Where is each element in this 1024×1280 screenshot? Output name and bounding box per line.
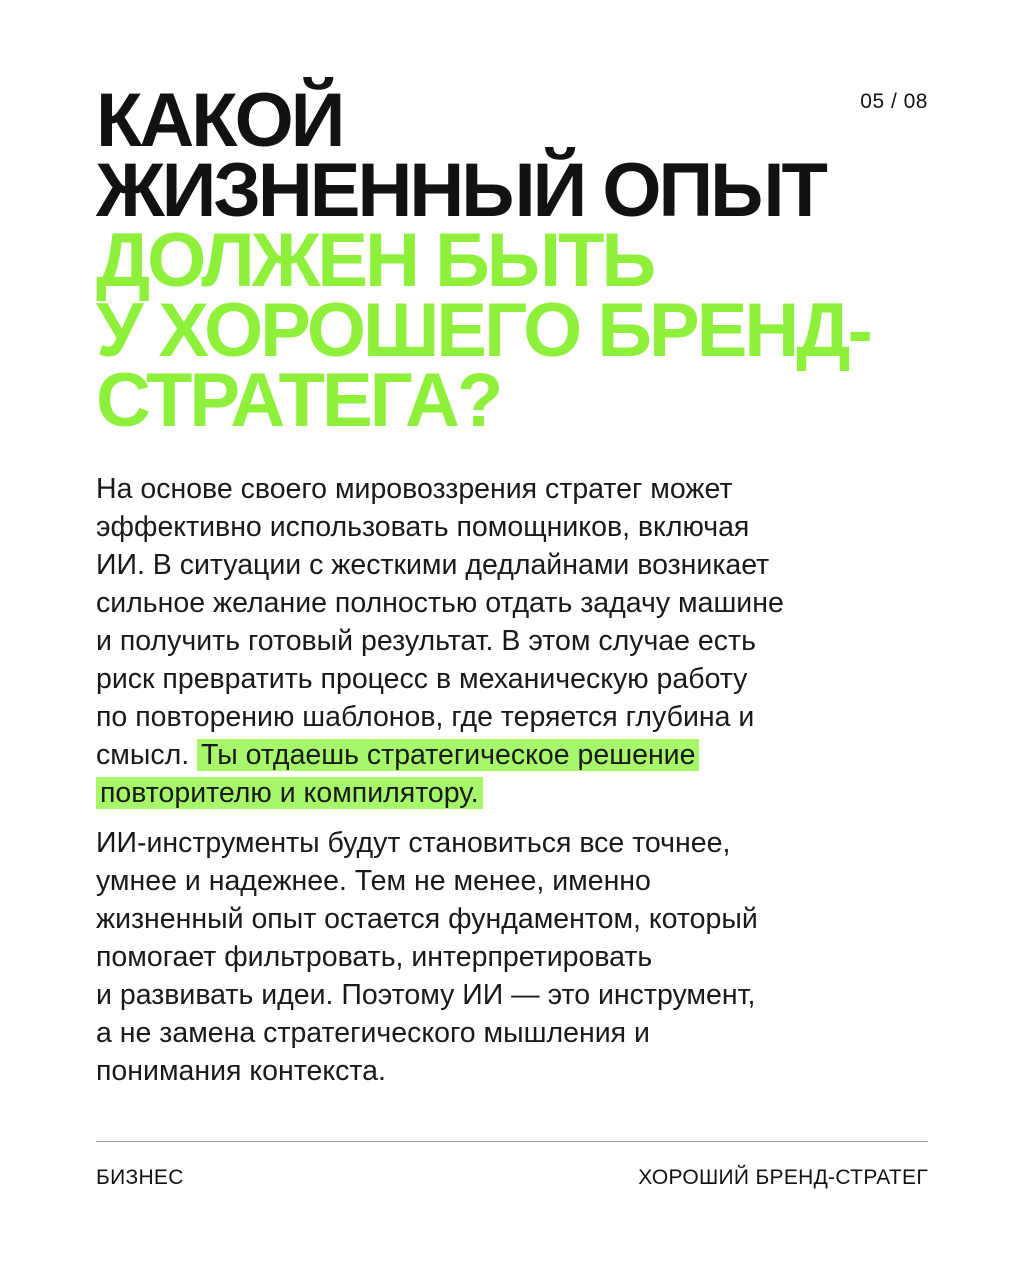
text-line	[96, 774, 896, 812]
text-line: На основе своего мировоззрения стратег может	[96, 473, 733, 505]
headline-accent-line: ДОЛЖЕН БЫТЬ	[96, 218, 654, 303]
text-fragment: смысл.	[96, 739, 198, 771]
text-line: понимания контекста.	[96, 1055, 386, 1087]
text-line: а не замена стратегического мышления и	[96, 1017, 650, 1049]
text-line: сильное желание полностью отдать задачу машине	[96, 587, 784, 619]
paragraph-1	[96, 470, 896, 812]
text-line: жизненный опыт остается фундаментом, который	[96, 903, 758, 935]
footer-category: БИЗНЕС	[96, 1166, 184, 1189]
text-line: ИИ. В ситуации с жесткими дедлайнами возникает	[96, 549, 770, 581]
text-line: эффективно использовать помощников, включая	[96, 511, 750, 543]
highlighted-text: повторителю и компилятору.	[96, 777, 483, 809]
paragraph-2	[96, 824, 896, 1090]
body-text	[96, 470, 896, 1102]
headline-line: ЖИЗНЕННЫЙ ОПЫТ	[96, 148, 825, 233]
footer-series-title: ХОРОШИЙ БРЕНД-СТРАТЕГ	[638, 1166, 928, 1189]
footer-divider	[96, 1141, 928, 1142]
headline-line: КАКОЙ	[96, 78, 343, 163]
headline	[96, 78, 926, 443]
text-line: по повторению шаблонов, где теряется глубина и	[96, 701, 755, 733]
text-line: и развивать идеи. Поэтому ИИ — это инструмент,	[96, 979, 756, 1011]
text-line: и получить готовый результат. В этом случае есть	[96, 625, 756, 657]
text-line	[96, 736, 896, 774]
highlighted-text: Ты отдаешь стратегическое решение	[197, 739, 699, 771]
headline-accent-line: СТРАТЕГА?	[96, 358, 501, 443]
text-line: умнее и надежнее. Тем не менее, именно	[96, 865, 651, 897]
text-line: риск превратить процесс в механическую работу	[96, 663, 748, 695]
text-line: ИИ-инструменты будут становиться все точнее,	[96, 827, 731, 859]
page-counter: 05 / 08	[860, 90, 928, 113]
headline-accent-line: У ХОРОШЕГО БРЕНД-	[96, 288, 870, 373]
text-line: помогает фильтровать, интерпретировать	[96, 941, 653, 973]
